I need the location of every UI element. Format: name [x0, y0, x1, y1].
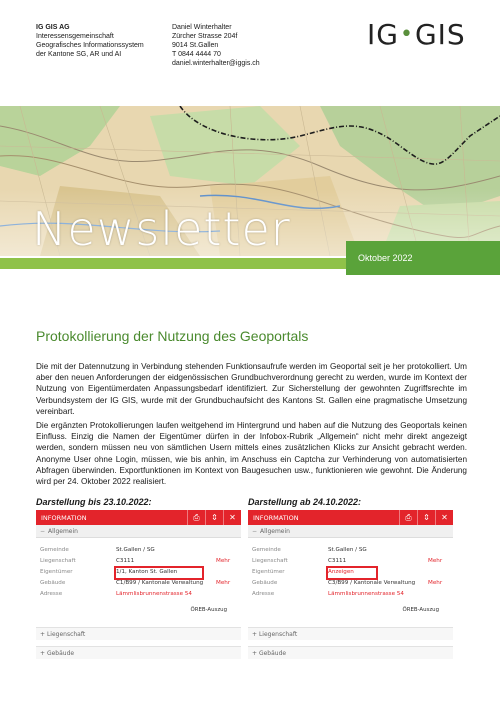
ig-gis-logo: IG•GIS	[367, 18, 466, 51]
print-icon[interactable]: ⎙	[187, 510, 205, 525]
article-paragraph-2: Die ergänzten Protokollierungen laufen weitgehend im Hintergrund und haben auf die Nutzung des Geoportals keinen Einfluss. Einzig die Namen der Eigentümer dürfen in der Infobox-Rubrik „Allgemein“ nicht mehr direkt angezeigt werden, sondern müssen neu von sämtlichen Usern mittels eines zusätzlichen Klicks zur Ansicht gebracht werden. Anonyme User ohne Login, müssen, wie bis anhin, im Anschuss ein Captcha zur Verhinderung von automatisierten Abfragen überwinden. Exportfunktionen im Kontext von Baugesuchen usw., funktionieren wie gewohnt. Die Änderung wird per 24. Oktober 2022 realisiert.	[36, 421, 467, 487]
section-allgemein[interactable]: − Allgemein	[248, 525, 453, 538]
owner-value: 1/1, Kanton St. Gallen	[116, 568, 178, 575]
address-link[interactable]: Lämmlisbrunnenstrasse 54	[116, 590, 192, 597]
issue-date: Oktober 2022	[346, 241, 500, 275]
expand-plus-icon: +	[252, 649, 258, 657]
expand-icon[interactable]: ⇕	[205, 510, 223, 525]
collapse-icon: −	[252, 527, 258, 535]
oereb-button[interactable]: ÖREB-Auszug	[190, 607, 227, 613]
info-row: Eigentümer 1/1, Kanton St. Gallen	[40, 566, 237, 577]
contact-email: daniel.winterhalter@iggis.ch	[172, 60, 260, 67]
info-row: Adresse Lämmlisbrunnenstrasse 54	[252, 588, 449, 599]
more-link[interactable]: Mehr	[216, 557, 231, 564]
info-row: Gemeinde St.Gallen / SG	[40, 546, 155, 553]
section-gebaeude[interactable]: + Gebäude	[36, 646, 241, 659]
sender-address	[36, 23, 144, 59]
info-row: Gebäude C1/B99 / Kantonale Verwaltung Mehr	[40, 579, 231, 586]
more-link[interactable]: Mehr	[216, 579, 231, 586]
section-liegenschaft[interactable]: + Liegenschaft	[248, 627, 453, 640]
article-title: Protokollierung der Nutzung des Geoportals	[36, 328, 309, 344]
sender-line: der Kantone SG, AR und AI	[36, 51, 122, 58]
contact-address	[172, 23, 260, 68]
left-panel-caption: Darstellung bis 23.10.2022:	[36, 497, 152, 507]
section-liegenschaft[interactable]: + Liegenschaft	[36, 627, 241, 640]
panel-header-label: INFORMATION	[253, 513, 299, 522]
section-allgemein[interactable]: − Allgemein	[36, 525, 241, 538]
contact-street: Zürcher Strasse 204f	[172, 33, 238, 40]
show-owner-link[interactable]: Anzeigen	[328, 568, 354, 575]
panel-header	[248, 510, 453, 525]
info-row: Adresse Lämmlisbrunnenstrasse 54	[40, 588, 237, 599]
contact-phone: T 0844 4444 70	[172, 51, 221, 58]
expand-plus-icon: +	[40, 649, 46, 657]
expand-plus-icon: +	[252, 630, 258, 638]
panel-header	[36, 510, 241, 525]
sender-line: Geografisches Informationssystem	[36, 42, 144, 49]
oereb-button[interactable]: ÖREB-Auszug	[402, 607, 439, 613]
expand-icon[interactable]: ⇕	[417, 510, 435, 525]
info-row: Gemeinde St.Gallen / SG	[252, 546, 367, 553]
section-gebaeude[interactable]: + Gebäude	[248, 646, 453, 659]
address-link[interactable]: Lämmlisbrunnenstrasse 54	[328, 590, 404, 597]
close-icon[interactable]: ✕	[435, 510, 453, 525]
close-icon[interactable]: ✕	[223, 510, 241, 525]
info-row: Liegenschaft C3111 Mehr	[252, 557, 443, 564]
sender-line: Interessensgemeinschaft	[36, 33, 114, 40]
newsletter-title: Newsletter	[32, 202, 291, 256]
expand-plus-icon: +	[40, 630, 46, 638]
panel-header-label: INFORMATION	[41, 513, 87, 522]
article-paragraph-1: Die mit der Datennutzung in Verbindung stehenden Funktionsaufrufe werden im Geoportal seit je her protokolliert. Um aber den neuen Anforderungen der eidgenössischen Grundbuchverordnung gerecht zu werden, wurde im Kontext der Nutzung von Eigentümerdaten Anpassungsbedarf identifiziert. Zur Sicherstellung der gewohnten Zugriffsrechte im Verbundsystem der IG GIS, wurde mit der Grundbuchaufsicht des Kantons St. Gallen eine pragmatische Umsetzung vereinbart.	[36, 362, 467, 416]
info-row: Eigentümer Anzeigen	[252, 566, 449, 577]
info-panel-old	[36, 510, 241, 659]
more-link[interactable]: Mehr	[428, 557, 443, 564]
info-row: Liegenschaft C3111 Mehr	[40, 557, 231, 564]
print-icon[interactable]: ⎙	[399, 510, 417, 525]
right-panel-caption: Darstellung ab 24.10.2022:	[248, 497, 362, 507]
sender-org: IG GIS AG	[36, 24, 70, 31]
collapse-icon: −	[40, 527, 46, 535]
info-panel-new	[248, 510, 453, 659]
info-row: Gebäude C3/B99 / Kantonale Verwaltung Mehr	[252, 579, 443, 586]
contact-name: Daniel Winterhalter	[172, 24, 232, 31]
more-link[interactable]: Mehr	[428, 579, 443, 586]
contact-city: 9014 St.Gallen	[172, 42, 219, 49]
